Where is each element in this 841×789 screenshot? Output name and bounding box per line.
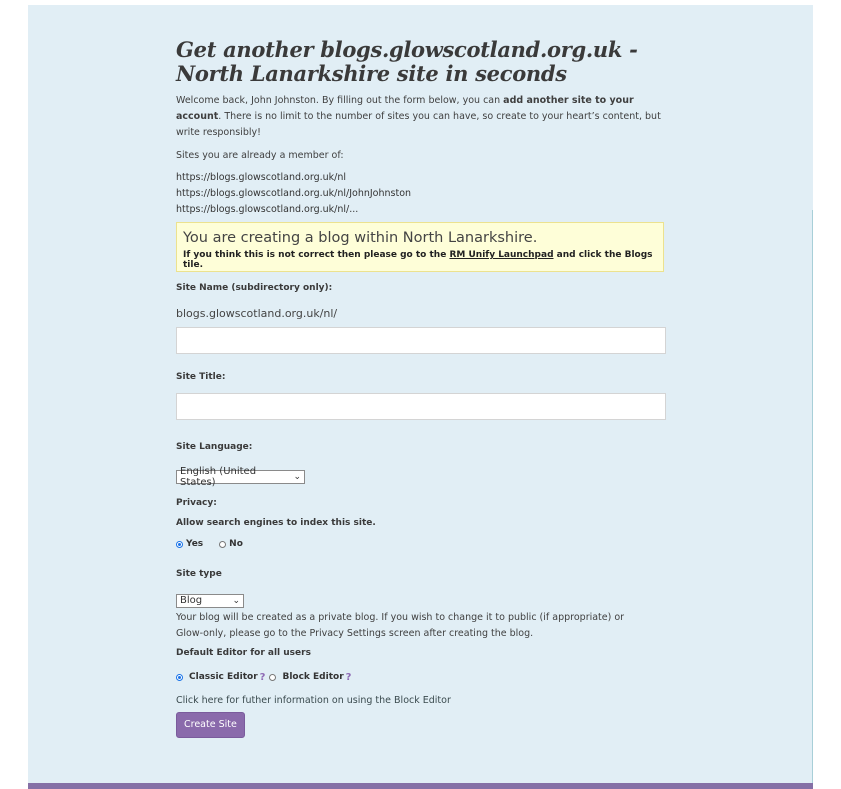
notice-text (183, 250, 657, 270)
editor-radio-group (176, 672, 666, 683)
create-site-button[interactable]: Create Site (176, 712, 245, 738)
member-site-link[interactable]: https://blogs.glowscotland.org.uk/nl (176, 172, 347, 183)
help-question-icon[interactable]: ? (345, 671, 352, 683)
site-type-label: Site type (176, 569, 222, 579)
member-sites-list[interactable] (176, 170, 666, 215)
privacy-yes-radio[interactable] (176, 541, 183, 548)
privacy-label: Privacy: (176, 498, 217, 508)
footer-bar (28, 783, 813, 789)
notice-text-suffix: and click the Blogs tile. (183, 250, 653, 270)
help-question-icon[interactable]: ? (259, 671, 266, 683)
intro-prefix: Welcome back, John Johnston. By filling out the form below, you can (176, 95, 504, 106)
notice-text-prefix: If you think this is not correct then please go to the (183, 250, 450, 260)
site-title-label: Site Title: (176, 372, 226, 382)
site-language-label: Site Language: (176, 442, 253, 452)
privacy-no-radio[interactable] (219, 541, 226, 548)
chevron-down-icon: ⌄ (293, 472, 301, 482)
block-editor-radio[interactable] (269, 674, 276, 681)
region-notice (176, 222, 664, 272)
page-border (812, 210, 813, 785)
intro-section (176, 37, 666, 215)
site-type-note: Your blog will be created as a private blog. If you wish to change it to public (if appropriate) or Glow-only, please go to the Privacy Settings screen after creating the blog. (176, 611, 625, 639)
rm-unify-launchpad-link[interactable]: RM Unify Launchpad (449, 250, 554, 260)
page-title: Get another blogs.glowscotland.org.uk - North Lanarkshire site in seconds (176, 37, 638, 86)
member-site-link[interactable]: https://blogs.glowscotland.org.uk/nl/JohnJohnston (176, 188, 412, 199)
block-editor-label[interactable]: Block Editor (282, 672, 344, 682)
site-language-select[interactable] (176, 466, 305, 488)
chevron-down-icon: ⌄ (232, 595, 240, 606)
intro-suffix: . There is no limit to the number of sites you can have, so create to your heart’s content, but write responsibly! (176, 111, 661, 138)
default-editor-label: Default Editor for all users (176, 647, 311, 658)
site-type-value: Blog (180, 595, 203, 606)
privacy-no-label[interactable]: No (229, 539, 243, 549)
classic-editor-radio[interactable] (176, 674, 183, 681)
site-title-input[interactable] (176, 393, 666, 420)
privacy-yes-label[interactable]: Yes (186, 539, 204, 549)
site-name-input[interactable] (176, 327, 666, 354)
member-sites-label: Sites you are already a member of: (176, 150, 344, 161)
privacy-radio-group (176, 539, 666, 549)
privacy-question: Allow search engines to index this site. (176, 518, 376, 528)
site-name-label: Site Name (subdirectory only): (176, 283, 333, 293)
intro-bold: add another site to your account (176, 95, 634, 122)
classic-editor-label[interactable]: Classic Editor (189, 672, 258, 682)
create-site-form (176, 283, 666, 738)
member-site-link[interactable]: https://blogs.glowscotland.org.uk/nl/... (176, 204, 359, 215)
block-editor-info-link[interactable]: Click here for futher information on using the Block Editor (176, 694, 451, 706)
notice-title: You are creating a blog within North Lanarkshire. (183, 230, 538, 246)
site-name-prefix: blogs.glowscotland.org.uk/nl/ (176, 307, 338, 320)
site-type-select[interactable] (176, 594, 244, 608)
intro-text (176, 93, 666, 141)
site-language-value: English (United States) (180, 466, 257, 488)
